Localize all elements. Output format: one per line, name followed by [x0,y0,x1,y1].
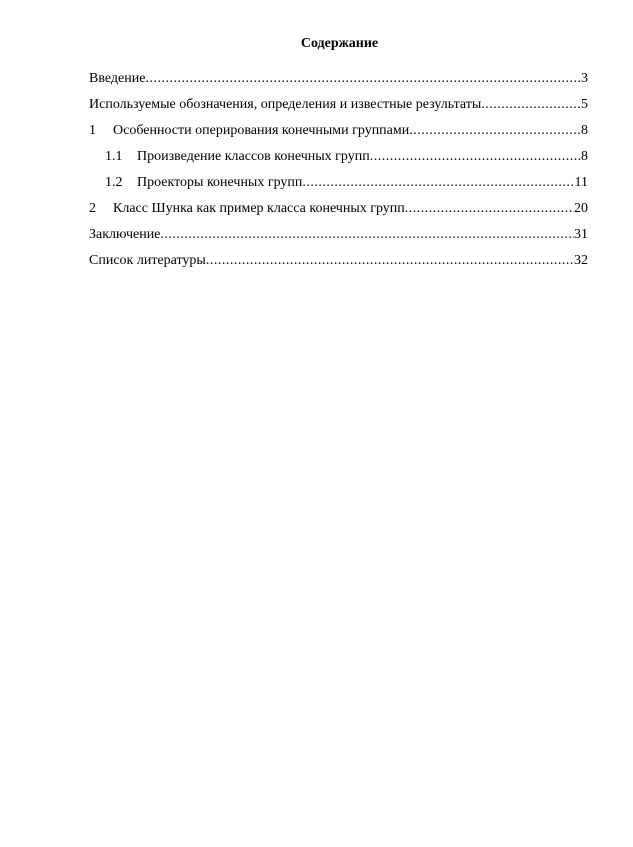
dot-leader [409,123,581,139]
toc-entry-conclusion[interactable] [89,217,588,243]
toc-entry-chapter-1[interactable] [89,113,588,139]
toc-title: Содержание [300,36,379,51]
toc-entry-label: Используемые обозначения, определения и известные результаты [89,97,482,112]
toc-entry-page: 20 [574,201,588,216]
toc-entry-page: 8 [581,149,588,164]
toc-entry-label: Список литературы [89,253,206,268]
dot-leader [370,149,581,165]
toc-entry-page: 8 [581,123,588,138]
toc-entry-label: Класс Шунка как пример класса конечных групп [113,201,405,216]
toc-entry-section-1-1[interactable] [89,139,588,165]
toc-entry-label: Заключение [89,227,161,242]
dot-leader [302,175,574,191]
toc-entry-label: Проекторы конечных групп [137,175,303,190]
dot-leader [481,97,581,113]
toc-entry-number: 1.2 [105,175,123,190]
toc-entry-introduction[interactable] [89,61,588,87]
toc-entry-page: 3 [581,71,588,86]
toc-entry-page: 5 [581,97,588,112]
toc-entry-chapter-2[interactable] [89,191,588,217]
toc-entry-label: Введение [89,71,146,86]
toc-entry-page: 31 [574,227,588,242]
toc-entry-number: 2 [89,201,96,216]
dot-leader [206,253,574,269]
toc-list [89,61,588,269]
toc-entry-number: 1.1 [105,149,123,164]
dot-leader [405,201,574,217]
dot-leader [160,227,574,243]
toc-entry-number: 1 [89,123,96,138]
toc-entry-page: 32 [574,253,588,268]
toc-entry-references[interactable] [89,243,588,269]
dot-leader [145,71,581,87]
toc-entry-section-1-2[interactable] [89,165,588,191]
toc-entry-label: Произведение классов конечных групп [137,149,370,164]
toc-entry-page: 11 [574,175,588,190]
toc-entry-label: Особенности оперирования конечными группами [113,123,410,138]
toc-entry-notation[interactable] [89,87,588,113]
